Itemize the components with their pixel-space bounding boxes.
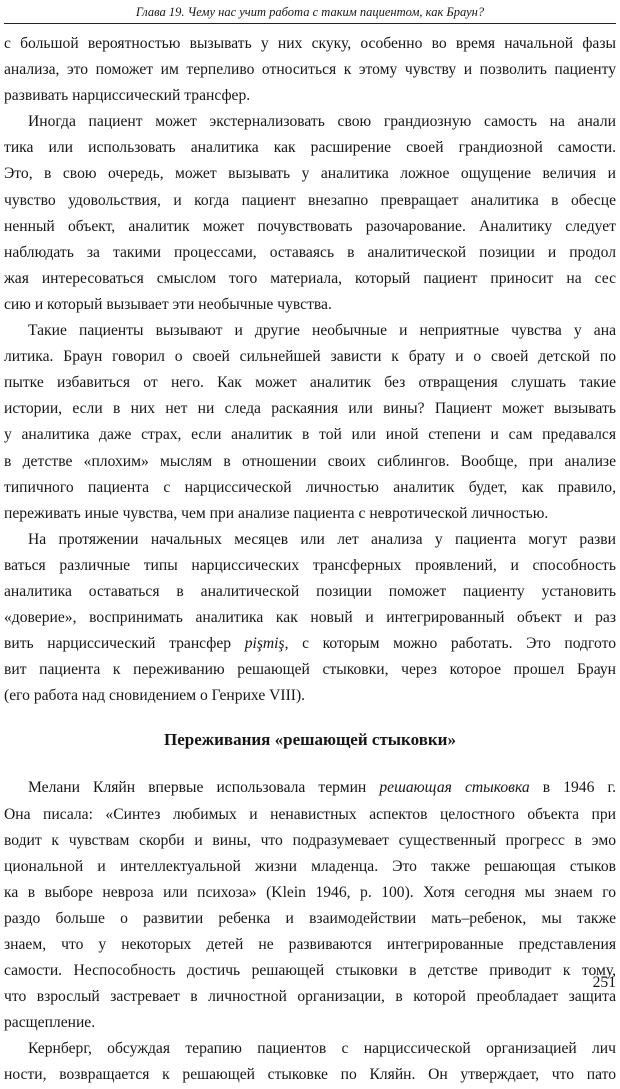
text-line: типичного пациента с нарциссической личностью аналитик будет, как правило, [4, 478, 616, 496]
text-line: «доверие», воспринимать аналитика как новый и интегрированный объект и раз [4, 609, 616, 627]
text-line: жая интересоваться смыслом того материала, который пациент приносит на сес [4, 269, 616, 287]
text-line: Иногда пациент может экстернализовать свою грандиозную самость на анали [28, 113, 616, 131]
text-line: анализа, это поможет им терпеливо относиться к этому чувству и позволить пациенту [4, 61, 616, 79]
text-line: переживать иные чувства, чем при анализе пациента с невротической личностью. [4, 504, 549, 522]
text-line: водит к чувствам скорби и вины, что подразумевает существенный прогресс в эмо [4, 831, 616, 849]
text-line: самости. Неспособность достичь решающей стыковки в детстве приводит к тому, [4, 962, 616, 980]
emphasized-term: pişmiş [244, 635, 285, 653]
text-line: пытке избавиться от него. Как может аналитик без отвращения слушать такие [4, 374, 616, 392]
text-line: Мелани Кляйн впервые использовала термин решающая стыковка в 1946 г. [28, 779, 616, 797]
text-line: тика или использовать аналитика как расширение своей грандиозной самости. [4, 139, 616, 157]
section-2-text [4, 775, 616, 1088]
text-line: истории, если в них нет ни следа раскаяния или вины? Пациент может вызывать [4, 400, 616, 418]
text-line: что взрослый застревает в личностной организации, в которой преобладает защита [4, 988, 616, 1006]
text-line: литика. Браун говорил о своей сильнейшей зависти к брату и о своей детской по [4, 348, 616, 366]
text-line: (его работа над сновидением о Генрихе VIII). [4, 687, 306, 705]
text-line: аналитика оставаться в аналитической позиции поможет пациенту установить [4, 582, 616, 600]
text-line: сию и который вызывает эти необычные чувства. [4, 295, 332, 313]
section-1-text [4, 31, 616, 709]
text-line: Она писала: «Синтез любимых и ненавистных аспектов целостного объекта при [4, 805, 616, 823]
text-line: ка в выборе невроза или психоза» (Klein 1946, p. 100). Хотя сегодня мы знаем го [4, 883, 616, 901]
text-line: вить нарциссический трансфер pişmiş, с которым можно работать. Это подгото [4, 635, 616, 653]
text-line: раздо больше о развитии ребенка и взаимодействии мать–ребенок, мы также [4, 909, 616, 927]
header-rule [4, 23, 616, 24]
text-line: Кернберг, обсуждая терапию пациентов с нарциссической организацией лич [28, 1040, 616, 1058]
text-line: На протяжении начальных месяцев или лет анализа у пациента могут разви [28, 530, 616, 548]
text-line: знаем, что у некоторых детей не развиваются интегрированные представления [4, 936, 616, 953]
page-number: 251 [592, 974, 616, 991]
text-line: Это, в свою очередь, может вызывать у аналитика ложное ощущение величия и [4, 165, 616, 183]
text-line: ненный объект, аналитик может почувствовать разочарование. Аналитику следует [4, 217, 616, 235]
text-line: у аналитика даже страх, если аналитик в той или иной степени и сам предавался [4, 426, 616, 444]
text-line: развивать нарциссический трансфер. [4, 87, 251, 105]
text-line: расщепление. [4, 1014, 96, 1032]
text-line: циональной и интеллектуальной жизни младенца. Это также решающая стыков [4, 857, 616, 875]
page-body [4, 31, 616, 1089]
text-line: ности, возвращается к решающей стыковке по Кляйн. Он утверждает, что пато [4, 1066, 616, 1084]
emphasized-term: решающая стыковка [379, 779, 530, 797]
text-line: в детстве «плохим» мыслям в отношении своих сиблингов. Вообще, при анализе [4, 452, 616, 470]
text-line: Такие пациенты вызывают и другие необычные и неприятные чувства у ана [28, 322, 616, 340]
text-line: с большой вероятностью вызывать у них скуку, особенно во время начальной фазы [4, 35, 616, 52]
section-heading: Переживания «решающей стыковки» [164, 730, 456, 750]
text-line: вит пациента к переживанию решающей стыковки, через которое прошел Браун [4, 661, 616, 679]
text-line: чувство удовольствия, и когда пациент внезапно превращает аналитика в обесце [4, 191, 616, 209]
text-line: наблюдать за такими процессами, оставаясь в аналитической позиции и продол [4, 243, 616, 261]
running-header: Глава 19. Чему нас учит работа с таким пациентом, как Браун? [135, 5, 485, 19]
text-line: ваться различные типы нарциссических трансферных проявлений, и способность [4, 556, 616, 574]
